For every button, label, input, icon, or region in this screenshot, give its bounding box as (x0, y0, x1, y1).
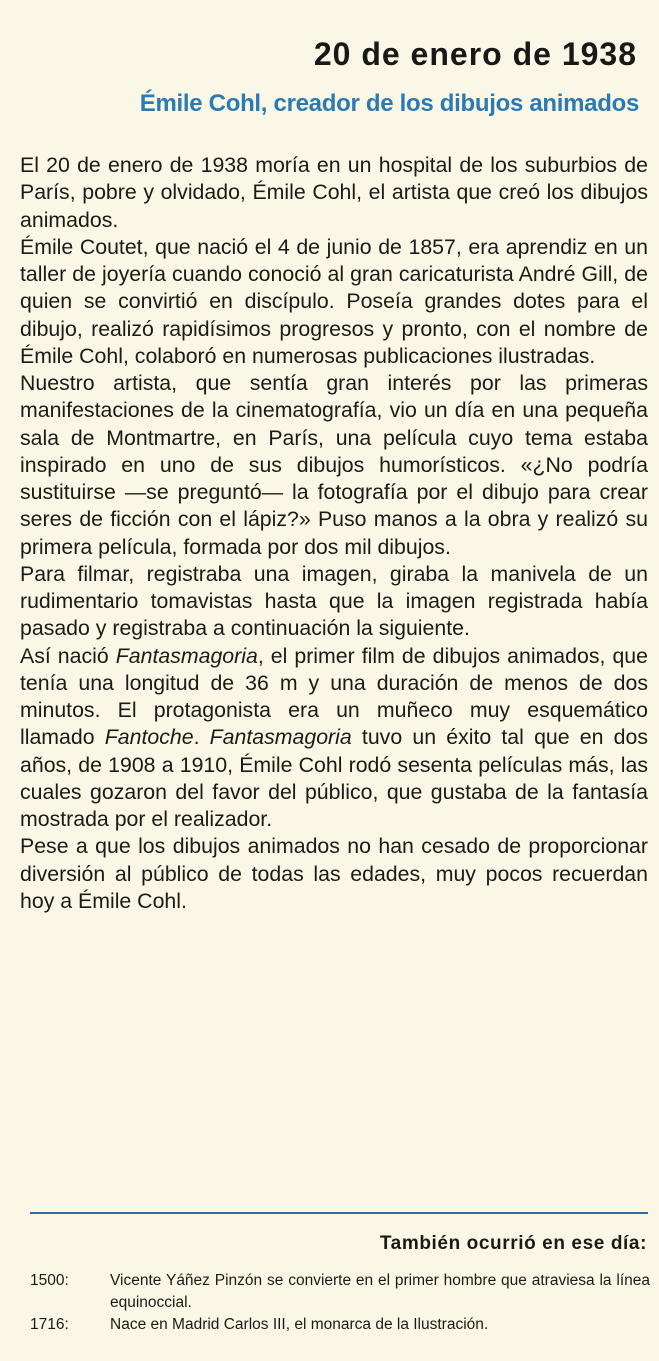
text-run: , el primer film de dibujos animados, que tenía una longitud de 36 m y una duración de menos de dos minutos. El protagonista era un muñeco muy esquemático llamado (20, 643, 648, 750)
film-title: Fantasmagoria (209, 725, 352, 750)
film-title: Fantasmagoria (115, 643, 258, 668)
page-date-title: 20 de enero de 1938 (313, 36, 637, 72)
section-divider (30, 1212, 648, 1214)
article-paragraph: Pese a que los dibujos animados no han cesado de proporcionar diversión al público de todas las edades, muy pocos recuerdan hoy a Émile Cohl. (20, 834, 648, 913)
event-text: Vicente Yáñez Pinzón se convierte en el primer hombre que atraviesa la línea equinoccial. (110, 1272, 650, 1311)
text-run: Así nació (20, 643, 116, 668)
article-paragraph: El 20 de enero de 1938 moría en un hospital de los suburbios de París, pobre y olvidado, Émile Cohl, el artista que creó los dibujos animados. (20, 153, 648, 232)
event-year: 1500: (30, 1272, 69, 1289)
text-run: . (193, 725, 210, 750)
character-name: Fantoche (104, 725, 194, 750)
events-list (30, 1270, 650, 1336)
event-year: 1716: (30, 1316, 69, 1333)
event-text: Nace en Madrid Carlos III, el monarca de la Ilustración. (110, 1316, 489, 1333)
article-body (20, 152, 648, 915)
article-paragraph: Nuestro artista, que sentía gran interés por las primeras manifestaciones de la cinematografía, vio un día en una pequeña sala de Montmartre, en París, una película cuyo tema estaba inspirado en uno de sus dibujos humorísticos. «¿No podría sustituirse —se preguntó— la fotografía por el dibujo para crear seres de ficción con el lápiz?» Puso manos a la obra y realizó su primera película, formada por dos mil dibujos. (20, 371, 648, 559)
event-item (30, 1314, 650, 1336)
article-headline: Émile Cohl, creador de los dibujos animados (139, 90, 639, 117)
article-paragraph: Émile Coutet, que nació el 4 de junio de 1857, era aprendiz en un taller de joyería cuando conoció al gran caricaturista André Gill, de quien se convirtió en discípulo. Poseía grandes dotes para el dibujo, realizó rapidísimos progresos y pronto, con el nombre de Émile Cohl, colaboró en numerosas publicaciones ilustradas. (20, 234, 648, 368)
article-paragraph: Para filmar, registraba una imagen, giraba la manivela de un rudimentario tomavistas hasta que la imagen registrada había pasado y registraba a continuación la siguiente. (20, 561, 648, 641)
article-paragraph (20, 643, 648, 834)
text-run: tuvo un éxito tal que en dos años, de 1908 a 1910, Émile Cohl rodó sesenta películas más, las cuales gozaron del favor del público, que gustaba de la fantasía mostrada por el realizador. (20, 725, 648, 831)
event-item (30, 1270, 650, 1314)
also-happened-title: También ocurrió en ese día: (379, 1233, 647, 1254)
